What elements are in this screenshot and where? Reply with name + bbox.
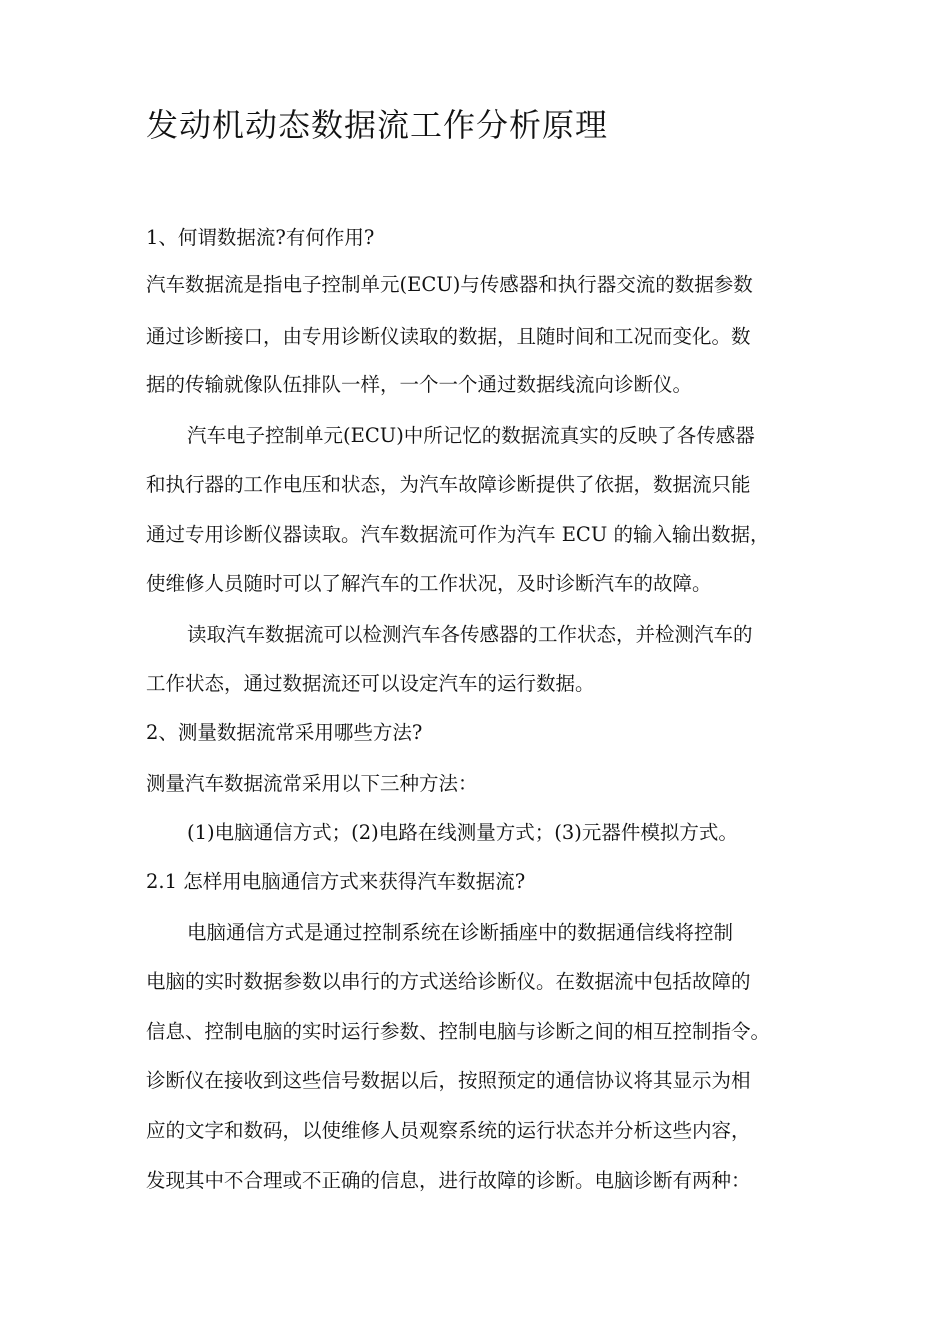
paragraph-line: 工作状态，通过数据流还可以设定汽车的运行数据。	[146, 672, 595, 695]
section-heading-2: 2、测量数据流常采用哪些方法?	[146, 721, 423, 744]
section-heading-2-1: 2.1 怎样用电脑通信方式来获得汽车数据流?	[146, 870, 526, 893]
paragraph-line: 使维修人员随时可以了解汽车的工作状况，及时诊断汽车的故障。	[146, 572, 712, 595]
paragraph-line: 电脑的实时数据参数以串行的方式送给诊断仪。在数据流中包括故障的	[146, 970, 751, 993]
paragraph-line: 测量汽车数据流常采用以下三种方法：	[146, 772, 478, 795]
section-heading-1: 1、何谓数据流?有何作用?	[146, 226, 375, 249]
paragraph-line: 诊断仪在接收到这些信号数据以后，按照预定的通信协议将其显示为相	[146, 1069, 751, 1092]
paragraph-line: 信息、控制电脑的实时运行参数、控制电脑与诊断之间的相互控制指令。	[146, 1020, 771, 1043]
paragraph-line: 通过诊断接口，由专用诊断仪读取的数据，且随时间和工况而变化。数	[146, 325, 751, 348]
paragraph-line: 据的传输就像队伍排队一样，一个一个通过数据线流向诊断仪。	[146, 373, 693, 396]
paragraph-line: 通过专用诊断仪器读取。汽车数据流可作为汽车 ECU 的输入输出数据，	[146, 523, 770, 546]
paragraph-line: 发现其中不合理或不正确的信息，进行故障的诊断。电脑诊断有两种：	[146, 1169, 751, 1192]
paragraph-line: 读取汽车数据流可以检测汽车各传感器的工作状态，并检测汽车的	[187, 623, 753, 646]
paragraph-line: 汽车电子控制单元(ECU)中所记忆的数据流真实的反映了各传感器	[187, 424, 755, 447]
document-title: 发动机动态数据流工作分析原理	[146, 106, 609, 144]
paragraph-line: (1)电脑通信方式；(2)电路在线测量方式；(3)元器件模拟方式。	[187, 821, 738, 844]
paragraph-line: 汽车数据流是指电子控制单元(ECU)与传感器和执行器交流的数据参数	[146, 273, 753, 296]
paragraph-line: 应的文字和数码，以使维修人员观察系统的运行状态并分析这些内容，	[146, 1119, 751, 1142]
paragraph-line: 电脑通信方式是通过控制系统在诊断插座中的数据通信线将控制	[187, 921, 734, 944]
paragraph-line: 和执行器的工作电压和状态，为汽车故障诊断提供了依据，数据流只能	[146, 473, 751, 496]
